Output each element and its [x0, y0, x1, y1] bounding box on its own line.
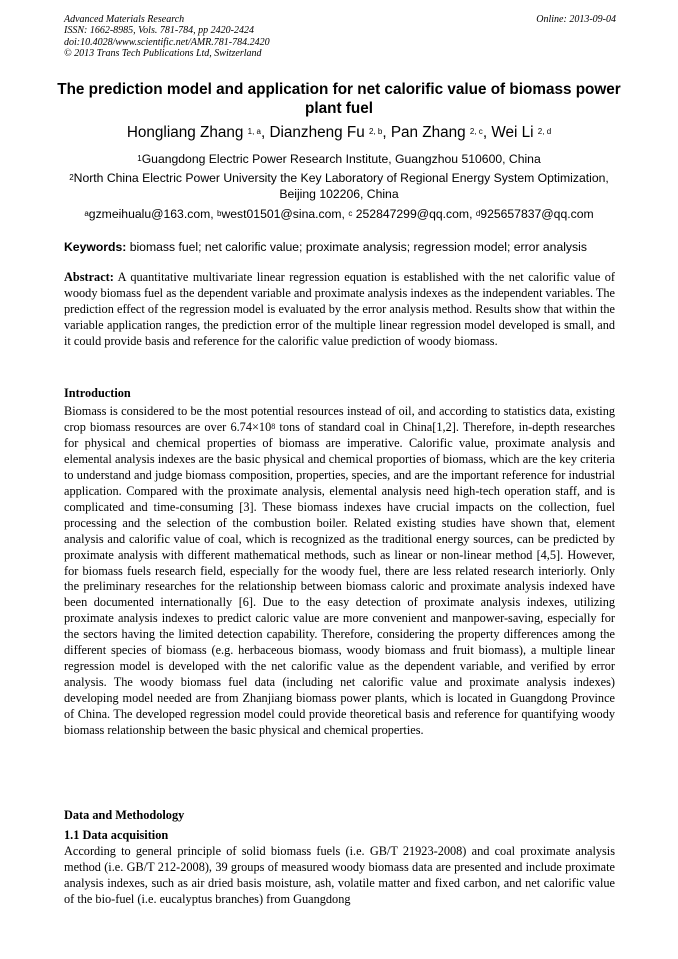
email-address: gzmeihualu@163.com, [88, 207, 218, 221]
author-name: Hongliang Zhang [126, 124, 244, 141]
affiliation [50, 152, 628, 168]
abstract-text: A quantitative multivariate linear regression equation is established with the net calorific value of woody biomass fuel as the dependent variable and proximate analysis indexes as the independent variables. The prediction effect of the regression model is evaluated by the error analysis method. Results show that within the variable application ranges, the prediction error of the multiple linear regression model developed is small, and it could provide basis and reference for the calorific value prediction of woody biomass. [64, 270, 615, 348]
journal-name: Advanced Materials Research [64, 14, 185, 25]
author-sup: 1, a [247, 127, 261, 136]
author-name: Dianzheng Fu [269, 124, 365, 141]
introduction-text: Biomass is considered to be the most potential resources instead of oil, and according to statistics data, existing crop biomass resources are over 6.74×10 [64, 404, 615, 434]
email-list [40, 207, 638, 222]
keywords-text: biomass fuel; net calorific value; proximate analysis; regression model; error analysis [126, 240, 587, 254]
exponent: 8 [271, 421, 276, 431]
keywords-label: Keywords: [64, 240, 127, 254]
data-acquisition-body: According to general principle of solid biomass fuels (i.e. GB/T 21923-2008) and coal proximate analysis method (i.e. GB/T 212-2008), 39 groups of measured woody biomass data are presented and include proximate analysis indexes, such as air dried basis moisture, ash, volatile matter and fixed carbon, and net calorific value of the bio-fuel (i.e. eucalyptus branches) from Guangdong [64, 844, 615, 906]
introduction-text-cont: tons of standard coal in China[1,2]. Therefore, in-depth researches for physical and chemical properties of biomass are imperative. Calorific value, proximate analysis and elemental analysis indexes are the basic physical and chemical proporties of biomass, which are the key criteria to understand and judge biomass composition, properties, species, and are the important reference for industrial application. Compared with the proximate analysis, elemental analysis need high-tech operation staff, and is complicated and time-consuming [3]. These biomass indexes have crucial impacts on the collection, fuel processing and the selection of the combustion boiler. Related existing studies have shown that, element analysis and calorific value of coal, which is recognized as the traditional energy sources, can be predicted by proximate analysis with different mathematical methods, such as linear or non-linear method [4,5]. However, for biomass fuels research field, especially for the woody fuel, there are less related research interiorly. Only the preliminary researches for the relationship between biomass caloric and proximate analysis indexed have been documented internationally [6]. Due to the easy detection of proximate analysis indexes, utilizing proximate analysis indexes to predict caloric value are more convenient and manpower-saving, especially for the sectors having the limited detection capability. Therefore, considering the property differences among the different species of biomass (e.g. herbaceous biomass, woody biomass and fruit biomass), a multiple linear regression model is developed with the net calorific value as the dependent variable, and verified by error analysis. The woody biomass fuel data (including net calorific value and proximate analysis indexes) developing model needed are from Zhanjiang biomass power plants, which is located in Guangdong Province of China. The developed regression model could provide theoretical basis and reference for quantifying woody biomass relationship between the basic physical and chemical properties. [64, 419, 615, 738]
author-name: Pan Zhang [390, 124, 466, 141]
author-sup: 2, d [537, 127, 552, 136]
author-sup: 2, c [469, 127, 483, 136]
online-date: Online: 2013-09-04 [536, 14, 616, 25]
abstract [64, 270, 615, 350]
author-sup: 2, b [368, 127, 383, 136]
author-name: Wei Li [491, 124, 534, 141]
affiliation-sup: 2 [69, 173, 74, 182]
email-sup: c [348, 209, 353, 218]
section-heading-data-methodology: Data and Methodology [64, 808, 185, 822]
email-address: 925657837@qq.com [480, 207, 594, 221]
affiliation-sup: 1 [137, 154, 142, 163]
journal-header [64, 14, 270, 59]
paper-title: The prediction model and application for net calorific value of biomass power plant fuel [57, 81, 621, 117]
abstract-label: Abstract: [64, 270, 114, 284]
author-list: Hongliang Zhang $^{1, a}$, Dianzheng Fu $^{2, b}$, Pan Zhang $^{2, c}$, Wei Li $^{2, d}$ [126, 124, 552, 141]
copyright-line: © 2013 Trans Tech Publications Ltd, Switzerland [64, 47, 262, 59]
email-sup: d [475, 209, 481, 218]
affiliation-text: North China Electric Power University the Key Laboratory of Regional Energy System Optimization, Beijing 102206, China [73, 171, 609, 201]
introduction-body [64, 404, 615, 739]
email-address: 252847299@qq.com, [352, 207, 476, 221]
keywords [64, 240, 624, 255]
issn-line: ISSN: 1662-8985, Vols. 781-784, pp 2420-2424 [64, 25, 254, 37]
email-address: west01501@sina.com, [221, 207, 349, 221]
affiliation [50, 171, 628, 202]
email-sup: b [217, 209, 222, 218]
email-sup: a [84, 209, 89, 218]
subsection-heading-data-acquisition: 1.1 Data acquisition [64, 828, 169, 842]
doi-line: doi:10.4028/www.scientific.net/AMR.781-784.2420 [64, 36, 270, 48]
affiliation-text: Guangdong Electric Power Research Institute, Guangzhou 510600, China [141, 152, 541, 166]
section-heading-introduction: Introduction [64, 386, 131, 400]
